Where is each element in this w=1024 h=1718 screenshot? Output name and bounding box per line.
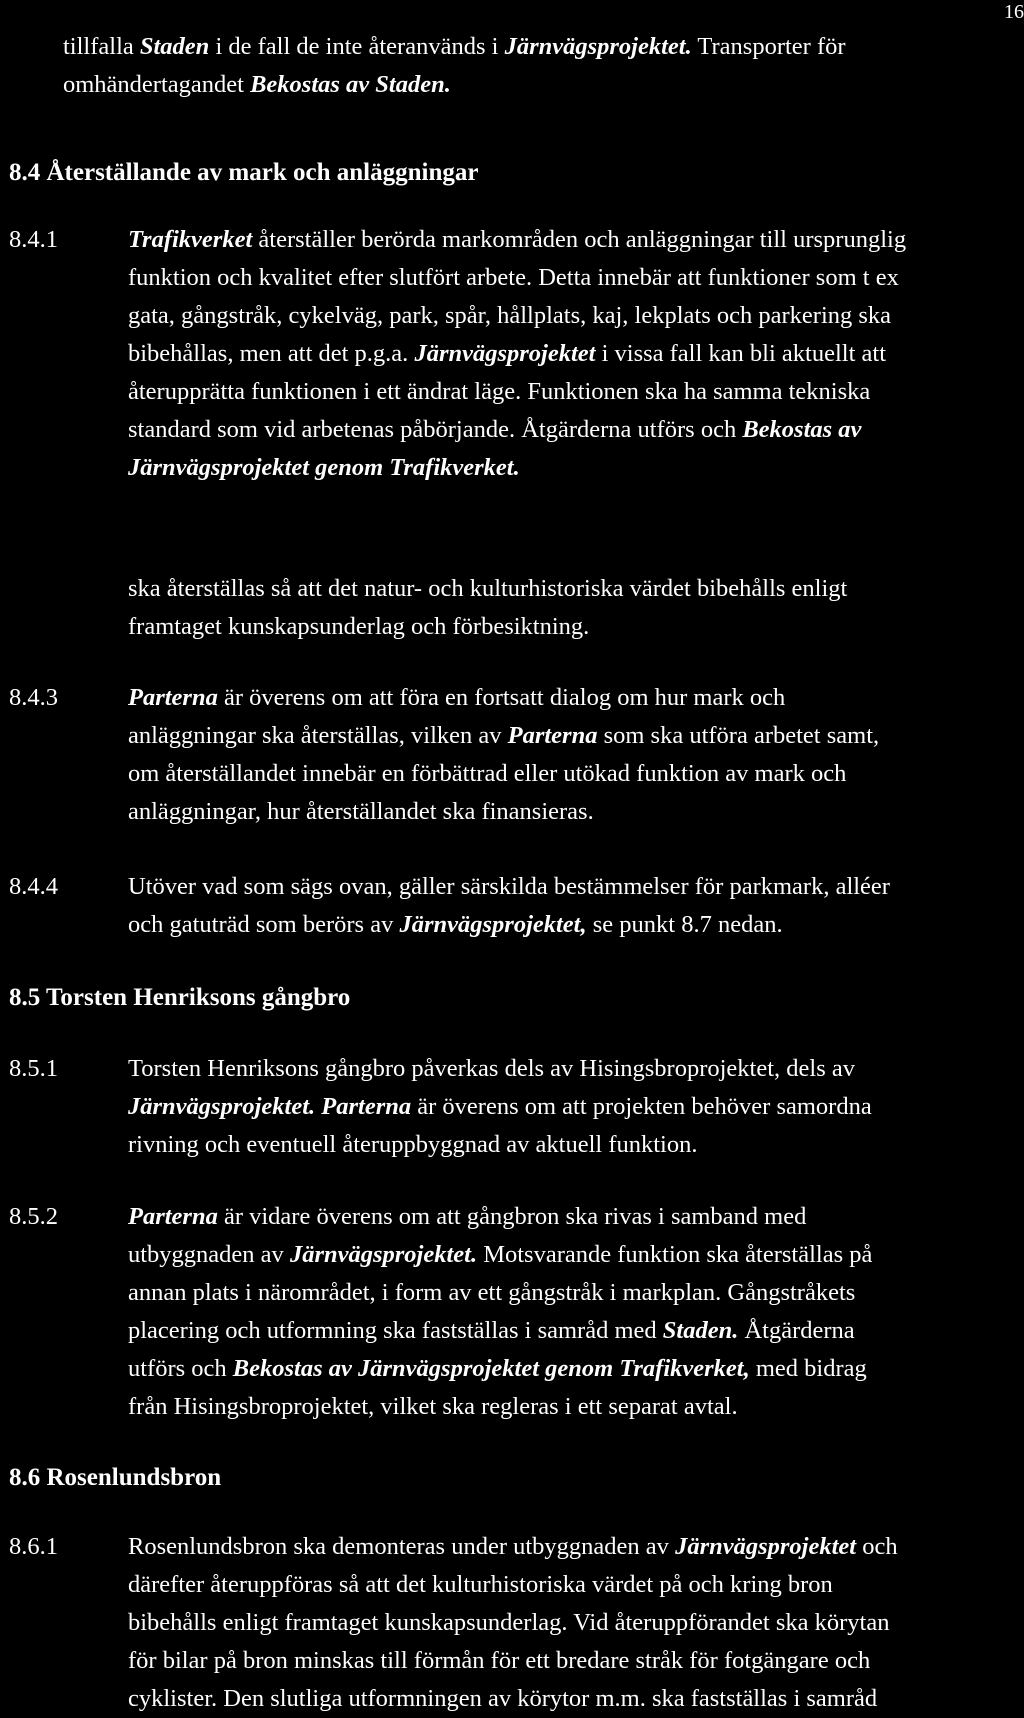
text-line — [128, 1350, 872, 1388]
text-line — [128, 1642, 898, 1680]
text-run: är överens om att projekten behöver samordna — [411, 1093, 872, 1120]
defined-term: Järnvägsprojektet — [414, 340, 596, 367]
text-line — [128, 570, 847, 608]
text-run: bibehålls enligt framtaget kunskapsunderlag. Vid återuppförandet ska körytan — [128, 1609, 890, 1636]
clause-8-5-2-text — [128, 1198, 872, 1426]
clause-number-8-4-1: 8.4.1 — [9, 226, 58, 253]
text-line — [128, 449, 906, 487]
clause-8-4-1-text — [128, 221, 906, 487]
defined-term: Järnvägsprojektet, — [399, 911, 587, 938]
text-line — [128, 1198, 872, 1236]
text-run: anläggningar ska återställas, vilken av — [128, 722, 508, 749]
text-run: framtaget kunskapsunderlag och förbesiktning. — [128, 613, 590, 640]
text-run: som ska utföra arbetet samt, — [597, 722, 880, 749]
text-line — [128, 259, 906, 297]
page-number: 16 — [1004, 1, 1024, 23]
text-run: standard som vid arbetenas påbörjande. Åtgärderna utförs och — [128, 416, 743, 443]
text-line — [128, 1312, 872, 1350]
text-run: cyklister. Den slutliga utformningen av körytor m.m. ska fastställas i samråd — [128, 1685, 878, 1712]
text-run: ska återställas så att det natur- och kulturhistoriska värdet bibehålls enligt — [128, 575, 848, 602]
clause-8-4-4-text — [128, 868, 890, 944]
defined-term: Järnvägsprojektet. Parterna — [128, 1093, 412, 1120]
clause-number-8-5-1: 8.5.1 — [9, 1055, 58, 1082]
defined-term: Järnvägsprojektet — [675, 1533, 857, 1560]
text-run: funktion och kvalitet efter slutfört arbete. Detta innebär att funktioner som t ex — [128, 264, 899, 291]
text-run: Transporter för — [691, 33, 846, 60]
text-run: återupprätta funktionen i ett ändrat läge. Funktionen ska ha samma tekniska — [128, 378, 871, 405]
clause-number-8-5-2: 8.5.2 — [9, 1203, 58, 1230]
defined-term: Parterna — [128, 1203, 218, 1230]
text-line — [128, 1680, 898, 1718]
text-run: placering och utformning ska fastställas i samråd med — [128, 1317, 663, 1344]
text-run: utbyggnaden av — [128, 1241, 290, 1268]
text-run: Torsten Henriksons gångbro påverkas dels av Hisingsbroprojektet, dels av — [128, 1055, 855, 1082]
text-line — [128, 679, 879, 717]
text-line — [128, 1050, 872, 1088]
text-line — [128, 608, 847, 646]
text-line — [128, 1126, 872, 1164]
text-line — [128, 793, 879, 831]
text-run: gata, gångstråk, cykelväg, park, spår, hållplats, kaj, lekplats och parkering ska — [128, 302, 892, 329]
text-run: för bilar på bron minskas till förmån för ett bredare stråk för fotgängare och — [128, 1647, 871, 1674]
text-line — [128, 1528, 898, 1566]
text-line — [128, 1088, 872, 1126]
text-run: utförs och — [128, 1355, 233, 1382]
text-run: i vissa fall kan bli aktuellt att — [595, 340, 886, 367]
text-line — [128, 411, 906, 449]
defined-term: Parterna — [128, 684, 218, 711]
text-line — [128, 297, 906, 335]
text-run: Rosenlundsbron ska demonteras under utbyggnaden av — [128, 1533, 676, 1560]
defined-term: Trafikverket — [128, 226, 253, 253]
defined-term: Bekostas av — [742, 416, 862, 443]
defined-term: Järnvägsprojektet. — [504, 33, 692, 60]
defined-term: Staden. — [662, 1317, 739, 1344]
text-run: Utöver vad som sägs ovan, gäller särskilda bestämmelser för parkmark, alléer — [128, 873, 890, 900]
text-run: från Hisingsbroprojektet, vilket ska regleras i ett separat avtal. — [128, 1393, 738, 1420]
text-line — [128, 755, 879, 793]
defined-term: Staden — [139, 33, 210, 60]
clause-8-6-1-text — [128, 1528, 898, 1718]
clause-8-5-1-text — [128, 1050, 872, 1164]
text-line — [128, 335, 906, 373]
defined-term: Järnvägsprojektet. — [289, 1241, 478, 1268]
text-run: är vidare överens om att gångbron ska rivas i samband med — [217, 1203, 807, 1230]
intro-paragraph — [63, 28, 846, 104]
heading-8-6: 8.6 Rosenlundsbron — [9, 1464, 222, 1491]
text-run: i de fall de inte återanvänds i — [209, 33, 505, 60]
clause-8-4-2-text — [128, 570, 847, 646]
defined-term: Järnvägsprojektet genom Trafikverket. — [128, 454, 520, 481]
text-run: tillfalla — [63, 33, 140, 60]
text-run: om återställandet innebär en förbättrad eller utökad funktion av mark och — [128, 760, 847, 787]
defined-term: Parterna — [507, 722, 598, 749]
text-line — [128, 1388, 872, 1426]
text-line — [128, 1236, 872, 1274]
text-run: och gatuträd som berörs av — [128, 911, 400, 938]
text-line — [128, 717, 879, 755]
text-line — [128, 221, 906, 259]
text-run: se punkt 8.7 nedan. — [586, 911, 783, 938]
defined-term: Bekostas av Järnvägsprojektet genom Trafikverket, — [232, 1355, 750, 1382]
clause-number-8-4-3: 8.4.3 — [9, 684, 58, 711]
text-run: anläggningar, hur återställandet ska finansieras. — [128, 798, 594, 825]
clause-number-8-4-4: 8.4.4 — [9, 873, 58, 900]
text-run: Motsvarande funktion ska återställas på — [477, 1241, 873, 1268]
text-line — [128, 373, 906, 411]
text-line — [128, 906, 890, 944]
text-line — [128, 868, 890, 906]
text-run: bibehållas, men att det p.g.a. — [128, 340, 415, 367]
text-run: återställer berörda markområden och anläggningar till ursprunglig — [252, 226, 907, 253]
clause-number-8-6-1: 8.6.1 — [9, 1533, 58, 1560]
clause-8-4-3-text — [128, 679, 879, 831]
heading-8-4: 8.4 Återställande av mark och anläggningar — [9, 159, 479, 186]
text-line — [128, 1274, 872, 1312]
text-run: omhändertagandet — [63, 71, 251, 98]
text-run: och — [856, 1533, 898, 1560]
heading-8-5: 8.5 Torsten Henriksons gångbro — [9, 984, 351, 1011]
text-run: med bidrag — [749, 1355, 867, 1382]
text-run: är överens om att föra en fortsatt dialog om hur mark och — [217, 684, 786, 711]
defined-term: Bekostas av Staden. — [250, 71, 451, 98]
text-line — [63, 28, 846, 66]
text-run: rivning och eventuell återuppbyggnad av aktuell funktion. — [128, 1131, 698, 1158]
text-line — [63, 66, 846, 104]
text-line — [128, 1604, 898, 1642]
text-line — [128, 1566, 898, 1604]
text-run: annan plats i närområdet, i form av ett gångstråk i markplan. Gångstråkets — [128, 1279, 856, 1306]
text-run: därefter återuppföras så att det kulturhistoriska värdet på och kring bron — [128, 1571, 833, 1598]
text-run: Åtgärderna — [738, 1317, 855, 1344]
